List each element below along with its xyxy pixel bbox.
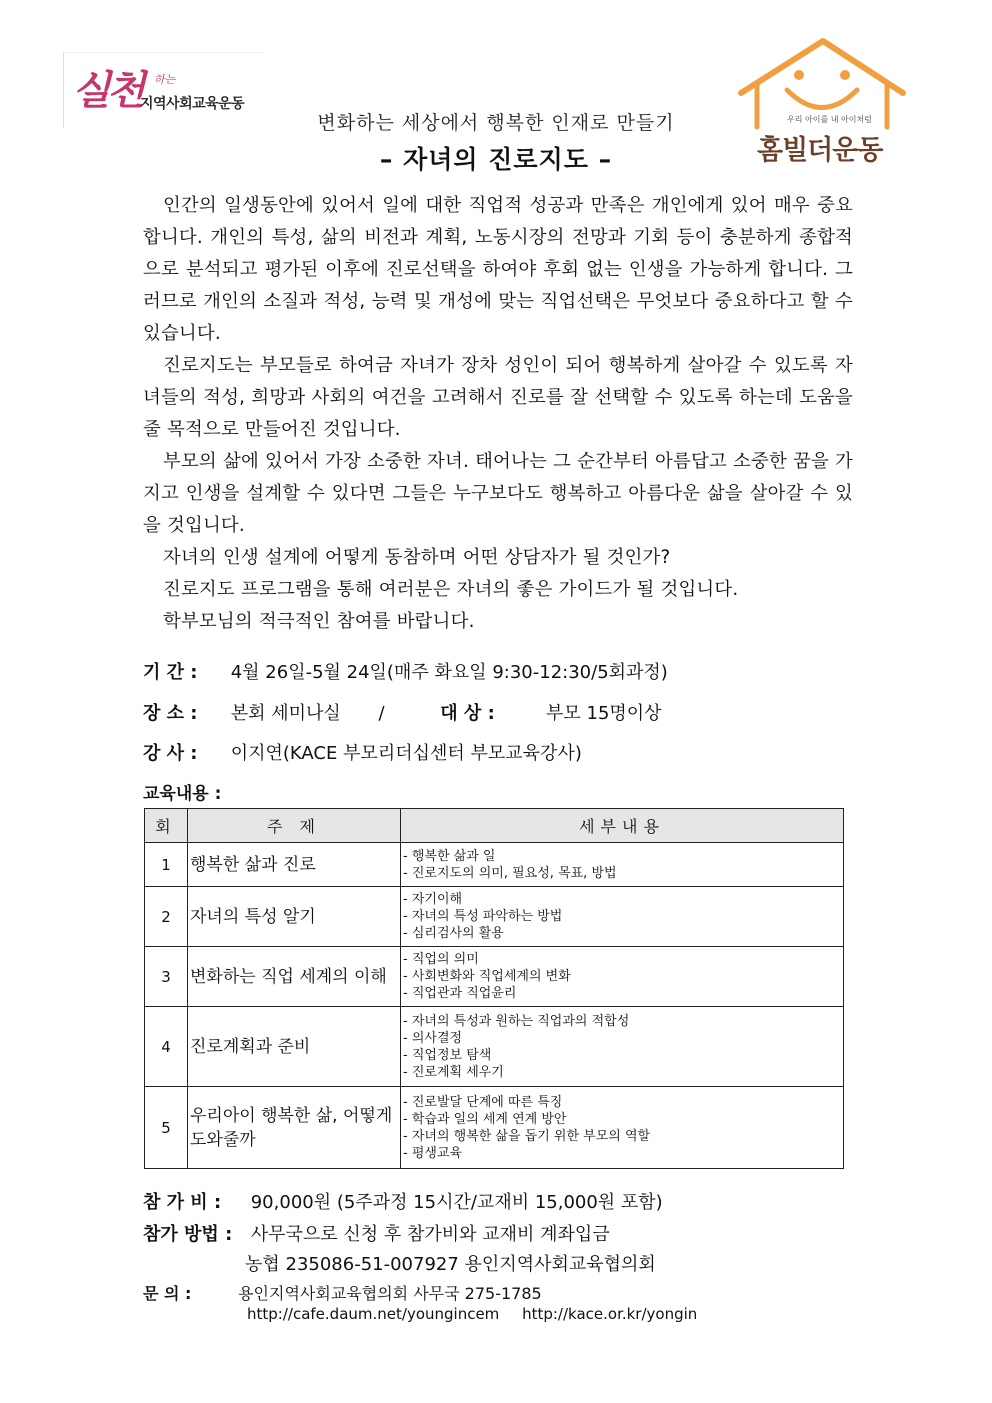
lecturer-row — [143, 739, 582, 765]
intro-paragraph: 부모의 삶에 있어서 가장 소중한 자녀. 태어나는 그 순간부터 아름답고 소중한 꿈을 가지고 인생을 설계할 수 있다면 그들은 누구보다도 행복하고 아름다운 삶을 살아갈 수 있을 것입니다. — [143, 451, 853, 536]
detail-item: - 자녀의 특성과 원하는 직업과의 적합성 — [403, 1013, 630, 1029]
detail-item: - 진로계획 세우기 — [403, 1064, 504, 1080]
session-number: 5 — [145, 1087, 188, 1169]
intro-paragraph: 자녀의 인생 설계에 어떻게 동참하며 어떤 상담자가 될 것인가? — [163, 547, 671, 568]
logo-name: 홈빌더운동 — [757, 135, 883, 166]
method-row — [143, 1220, 610, 1246]
place-value: 본회 세미나실 — [230, 703, 341, 724]
detail-item: - 심리검사의 활용 — [403, 926, 504, 941]
header-details: 세부내용 — [401, 809, 844, 843]
table-row — [145, 887, 844, 947]
method-value: 사무국으로 신청 후 참가비와 교재비 계좌입금 — [250, 1224, 610, 1245]
header-topic: 주 제 — [188, 809, 401, 843]
detail-item: - 학습과 일의 세계 연계 방안 — [403, 1111, 567, 1127]
header-session: 회 — [145, 809, 188, 843]
session-number: 3 — [145, 947, 188, 1007]
links-row — [247, 1305, 697, 1323]
table-row — [145, 947, 844, 1007]
curriculum-table — [144, 808, 844, 1169]
session-topic: 행복한 삶과 진로 — [188, 843, 401, 887]
place-row — [143, 699, 662, 725]
session-number: 2 — [145, 887, 188, 947]
target-label: 대 상 : — [440, 703, 495, 724]
place-label: 장 소 : — [143, 703, 198, 724]
detail-item: - 자기이해 — [403, 892, 463, 907]
detail-item: - 진로발달 단계에 따른 특징 — [403, 1094, 563, 1110]
lecturer-value: 이지연(KACE 부모리더십센터 부모교육강사) — [230, 743, 582, 764]
fee-row — [143, 1188, 663, 1214]
intro-paragraph: 학부모님의 적극적인 참여를 바랍니다. — [163, 611, 475, 632]
cafe-link[interactable]: http://cafe.daum.net/youngincem — [247, 1305, 500, 1323]
intro-paragraph: 인간의 일생동안에 있어서 일에 대한 직업적 성공과 만족은 개인에게 있어 매우 중요합니다. 개인의 특성, 삶의 비전과 계획, 노동시장의 전망과 기회 등이 충분하게 종합적으로 분석되고 평가된 이후에 진로선택을 하여야 후회 없는 인생을 가능하게 합니다. 그러므로 개인의 소질과 적성, 능력 및 개성에 맞는 직업선택은 무엇보다 중요하다고 할 수 있습니다. — [143, 195, 853, 344]
logo-small-text: 하는 — [154, 73, 176, 86]
detail-item: - 자녀의 행복한 삶을 돕기 위한 부모의 역할 — [403, 1128, 651, 1144]
detail-item: - 직업관과 직업윤리 — [403, 986, 517, 1001]
logo-org-name: 지역사회교육운동 — [140, 96, 245, 112]
table-header-row — [145, 809, 844, 843]
detail-item: - 평생교육 — [403, 1145, 463, 1161]
logo-script-text: 실천 — [72, 67, 142, 114]
intro-paragraph: 진로지도 프로그램을 통해 여러분은 자녀의 좋은 가이드가 될 것입니다. — [163, 579, 739, 600]
separator: / — [378, 703, 385, 724]
session-details — [401, 1007, 844, 1087]
detail-item: - 진로지도의 의미, 필요성, 목표, 방법 — [403, 865, 617, 881]
session-topic: 진로계획과 준비 — [188, 1007, 401, 1087]
table-row — [145, 1087, 844, 1169]
detail-item: - 직업정보 탐색 — [403, 1047, 492, 1063]
bank-account: 농협 235086-51-007927 용인지역사회교육협의회 — [245, 1254, 656, 1275]
intro-paragraph: 진로지도는 부모들로 하여금 자녀가 장차 성인이 되어 행복하게 살아갈 수 있도록 자녀들의 적성, 희망과 사회의 여건을 고려해서 진로를 잘 선택할 수 있도록 하는데 도움을 줄 목적으로 만들어진 것입니다. — [143, 355, 853, 440]
detail-item: - 사회변화와 직업세계의 변화 — [403, 969, 571, 984]
session-topic: 우리아이 행복한 삶, 어떻게 도와줄까 — [188, 1087, 401, 1169]
fee-value: 90,000원 (5주과정 15시간/교재비 15,000원 포함) — [250, 1192, 663, 1213]
period-value: 4월 26일-5월 24일(매주 화요일 9:30-12:30/5회과정) — [230, 662, 668, 683]
detail-item: - 의사결정 — [403, 1030, 463, 1046]
period-label: 기 간 : — [143, 662, 198, 683]
session-topic: 자녀의 특성 알기 — [188, 887, 401, 947]
detail-item: - 행복한 삶과 일 — [403, 848, 496, 864]
method-label: 참가 방법 : — [143, 1224, 233, 1245]
table-row — [145, 843, 844, 887]
session-details — [401, 947, 844, 1007]
logo-tagline: 우리 아이를 내 아이처럼 — [787, 115, 872, 124]
session-number: 4 — [145, 1007, 188, 1087]
contact-value: 용인지역사회교육협의회 사무국 275-1785 — [238, 1284, 542, 1303]
detail-item: - 자녀의 특성 파악하는 방법 — [403, 909, 563, 924]
lecturer-label: 강 사 : — [143, 743, 198, 764]
fee-label: 참 가 비 : — [143, 1192, 222, 1213]
session-topic: 변화하는 직업 세계의 이해 — [188, 947, 401, 1007]
subtitle: 변화하는 세상에서 행복한 인재로 만들기 — [317, 112, 675, 134]
session-details — [401, 887, 844, 947]
intro-text — [143, 190, 853, 638]
session-number: 1 — [145, 843, 188, 887]
contact-row — [143, 1281, 542, 1304]
period-row — [143, 658, 668, 684]
detail-item: - 직업의 의미 — [403, 952, 479, 967]
table-row — [145, 1007, 844, 1087]
session-details — [401, 1087, 844, 1169]
session-details — [401, 843, 844, 887]
target-value: 부모 15명이상 — [546, 703, 662, 724]
page-title: – 자녀의 진로지도 – — [379, 145, 613, 174]
content-label: 교육내용 : — [143, 784, 222, 804]
contact-label: 문 의 : — [143, 1284, 192, 1303]
homepage-link[interactable]: http://kace.or.kr/yongin — [522, 1305, 698, 1323]
